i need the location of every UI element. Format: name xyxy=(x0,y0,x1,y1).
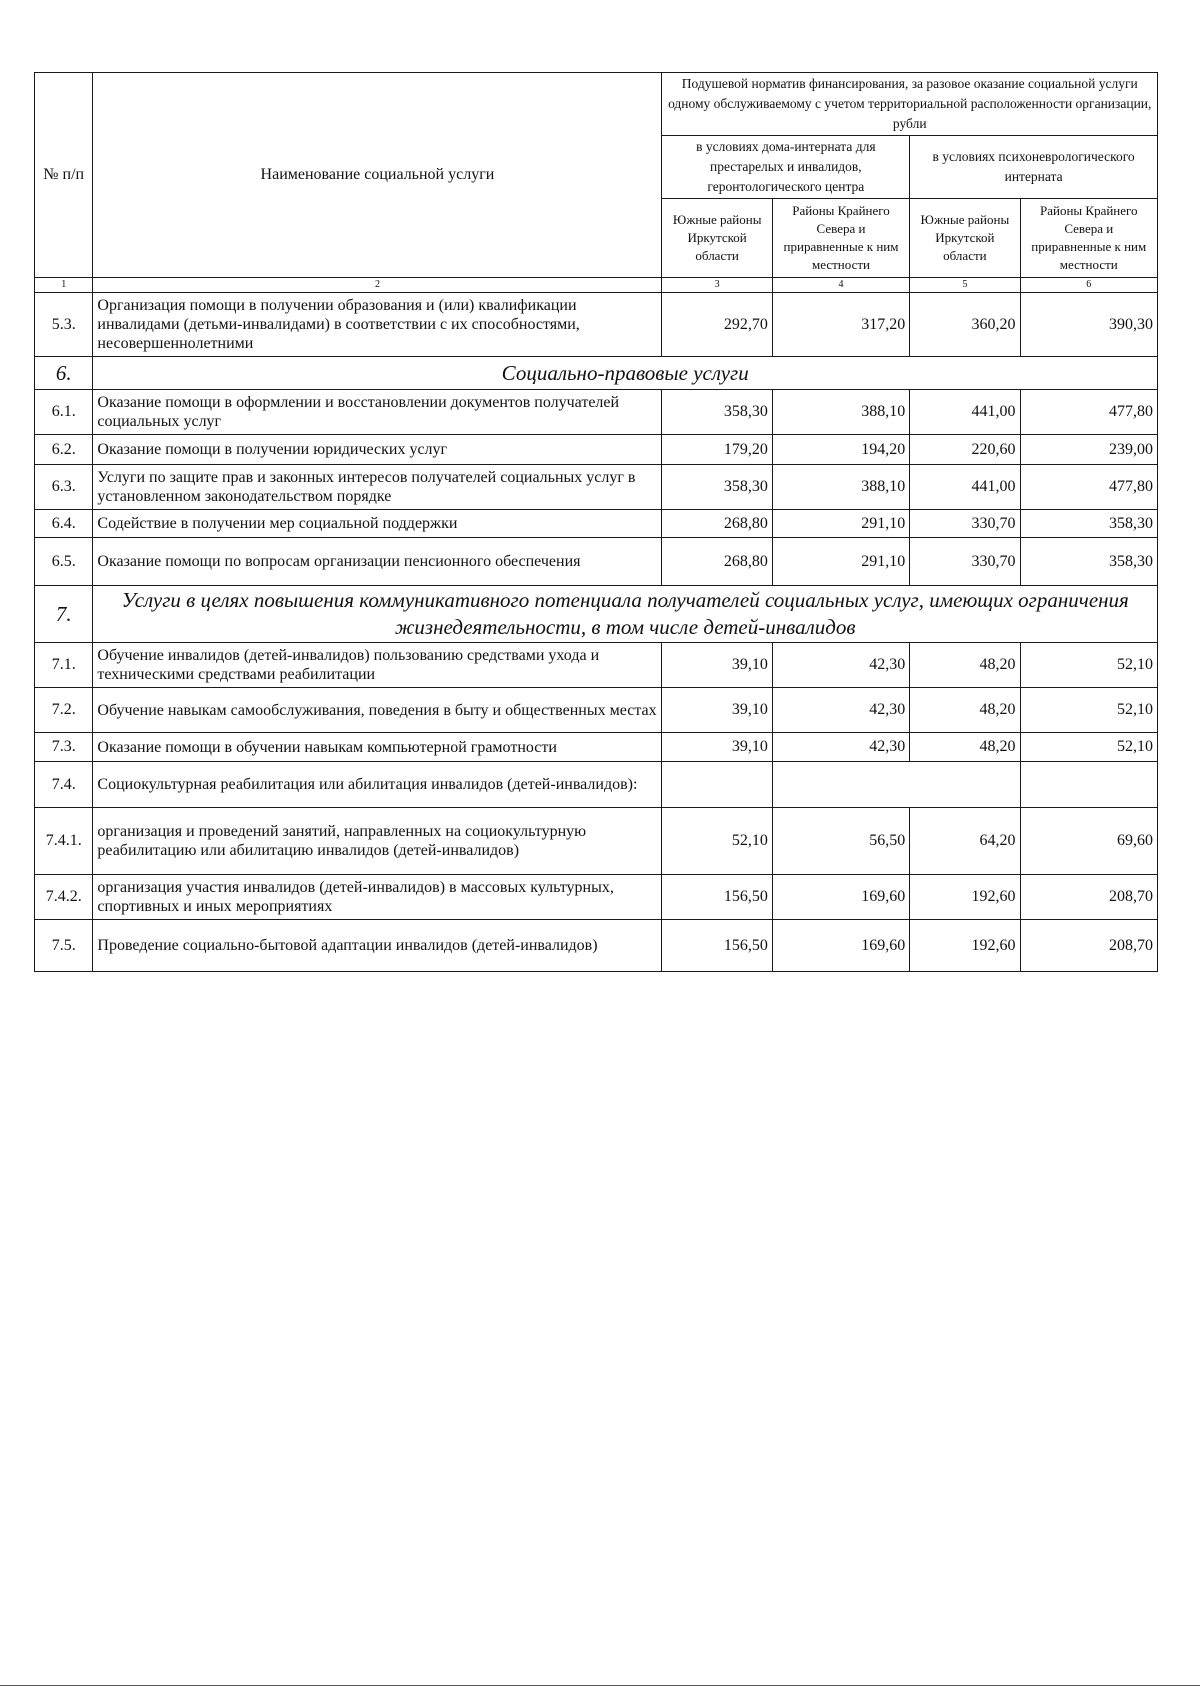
value-cell: 56,50 xyxy=(772,808,909,875)
table-row xyxy=(35,875,1158,920)
column-number: 5 xyxy=(910,278,1020,293)
value-cell: 220,60 xyxy=(910,435,1020,465)
column-numbers-row xyxy=(35,278,1158,293)
value-cell: 208,70 xyxy=(1020,875,1157,920)
row-number: 6.3. xyxy=(35,465,93,510)
value-cell: 317,20 xyxy=(772,293,909,357)
value-cell: 330,70 xyxy=(910,538,1020,586)
value-cell: 239,00 xyxy=(1020,435,1157,465)
empty-cell xyxy=(772,762,1020,808)
table-row xyxy=(35,762,1158,808)
value-cell: 192,60 xyxy=(910,875,1020,920)
service-name: Оказание помощи в оформлении и восстановлении документов получателей социальных услуг xyxy=(93,390,662,435)
rates-table xyxy=(34,72,1158,972)
value-cell: 192,60 xyxy=(910,920,1020,972)
service-name: Содействие в получении мер социальной поддержки xyxy=(93,510,662,538)
value-cell: 268,80 xyxy=(662,510,772,538)
value-cell: 477,80 xyxy=(1020,465,1157,510)
value-cell: 42,30 xyxy=(772,733,909,762)
table-row xyxy=(35,808,1158,875)
service-name: Проведение социально-бытовой адаптации инвалидов (детей-инвалидов) xyxy=(93,920,662,972)
value-cell: 388,10 xyxy=(772,465,909,510)
north-header: Районы Крайнего Севера и приравненные к ним местности xyxy=(1020,199,1157,278)
section-row xyxy=(35,357,1158,390)
row-number: 7.4.2. xyxy=(35,875,93,920)
service-name: Оказание помощи в обучении навыкам компьютерной грамотности xyxy=(93,733,662,762)
row-number: 6.2. xyxy=(35,435,93,465)
value-cell: 52,10 xyxy=(662,808,772,875)
table-row xyxy=(35,293,1158,357)
row-number: 7.5. xyxy=(35,920,93,972)
table-row xyxy=(35,465,1158,510)
value-cell: 169,60 xyxy=(772,875,909,920)
table-row xyxy=(35,510,1158,538)
table-row xyxy=(35,733,1158,762)
value-cell: 39,10 xyxy=(662,688,772,733)
header-row-1 xyxy=(35,73,1158,136)
value-cell: 169,60 xyxy=(772,920,909,972)
value-cell: 358,30 xyxy=(662,465,772,510)
section-number: 6. xyxy=(35,357,93,390)
empty-cell xyxy=(1020,762,1157,808)
service-name: Обучение навыкам самообслуживания, поведения в быту и общественных местах xyxy=(93,688,662,733)
value-cell: 179,20 xyxy=(662,435,772,465)
value-cell: 360,20 xyxy=(910,293,1020,357)
value-cell: 358,30 xyxy=(1020,510,1157,538)
service-name: организация участия инвалидов (детей-инвалидов) в массовых культурных, спортивных и иных мероприятиях xyxy=(93,875,662,920)
value-cell: 330,70 xyxy=(910,510,1020,538)
page-bottom-line xyxy=(0,1685,1200,1686)
service-name: организация и проведений занятий, направленных на социокультурную реабилитацию или абилитацию инвалидов (детей-инвалидов) xyxy=(93,808,662,875)
group1-header: в условиях дома-интерната для престарелых и инвалидов, геронтологического центра xyxy=(662,136,910,199)
value-cell: 52,10 xyxy=(1020,643,1157,688)
south-header: Южные районы Иркутской области xyxy=(910,199,1020,278)
table-row xyxy=(35,688,1158,733)
value-cell: 48,20 xyxy=(910,643,1020,688)
section-title: Услуги в целях повышения коммуникативного потенциала получателей социальных услуг, имеющих ограничения жизнедеятельности, в том числе детей-инвалидов xyxy=(93,586,1158,643)
section-number: 7. xyxy=(35,586,93,643)
row-number: 5.3. xyxy=(35,293,93,357)
value-cell: 48,20 xyxy=(910,688,1020,733)
column-number: 3 xyxy=(662,278,772,293)
empty-cell xyxy=(662,762,772,808)
value-cell: 358,30 xyxy=(662,390,772,435)
value-cell: 388,10 xyxy=(772,390,909,435)
table-row xyxy=(35,920,1158,972)
section-title: Социально-правовые услуги xyxy=(93,357,1158,390)
row-number: 7.4.1. xyxy=(35,808,93,875)
service-name: Социокультурная реабилитация или абилитация инвалидов (детей-инвалидов): xyxy=(93,762,662,808)
value-cell: 358,30 xyxy=(1020,538,1157,586)
value-cell: 39,10 xyxy=(662,643,772,688)
service-name: Организация помощи в получении образования и (или) квалификации инвалидами (детьми-инвалидами) в соответствии с их способностями, несовершеннолетними xyxy=(93,293,662,357)
row-number: 7.1. xyxy=(35,643,93,688)
norm-header: Подушевой норматив финансирования, за разовое оказание социальной услуги одному обслуживаемому с учетом территориальной расположенности организации, рубли xyxy=(662,73,1158,136)
num-header: № п/п xyxy=(35,73,93,278)
service-name: Оказание помощи в получении юридических услуг xyxy=(93,435,662,465)
value-cell: 292,70 xyxy=(662,293,772,357)
service-name: Услуги по защите прав и законных интересов получателей социальных услуг в установленном законодательством порядке xyxy=(93,465,662,510)
row-number: 6.4. xyxy=(35,510,93,538)
column-number: 6 xyxy=(1020,278,1157,293)
group2-header: в условиях психоневрологического интерната xyxy=(910,136,1158,199)
value-cell: 441,00 xyxy=(910,390,1020,435)
table-row xyxy=(35,538,1158,586)
column-number: 2 xyxy=(93,278,662,293)
name-header: Наименование социальной услуги xyxy=(93,73,662,278)
value-cell: 42,30 xyxy=(772,643,909,688)
table-row xyxy=(35,643,1158,688)
row-number: 7.4. xyxy=(35,762,93,808)
value-cell: 268,80 xyxy=(662,538,772,586)
value-cell: 441,00 xyxy=(910,465,1020,510)
table-row xyxy=(35,390,1158,435)
service-name: Обучение инвалидов (детей-инвалидов) пользованию средствами ухода и техническими средствами реабилитации xyxy=(93,643,662,688)
value-cell: 208,70 xyxy=(1020,920,1157,972)
row-number: 7.2. xyxy=(35,688,93,733)
service-name: Оказание помощи по вопросам организации пенсионного обеспечения xyxy=(93,538,662,586)
value-cell: 42,30 xyxy=(772,688,909,733)
row-number: 7.3. xyxy=(35,733,93,762)
north-header: Районы Крайнего Севера и приравненные к ним местности xyxy=(772,199,909,278)
value-cell: 477,80 xyxy=(1020,390,1157,435)
row-number: 6.5. xyxy=(35,538,93,586)
value-cell: 69,60 xyxy=(1020,808,1157,875)
south-header: Южные районы Иркутской области xyxy=(662,199,772,278)
value-cell: 194,20 xyxy=(772,435,909,465)
value-cell: 390,30 xyxy=(1020,293,1157,357)
table-row xyxy=(35,435,1158,465)
value-cell: 156,50 xyxy=(662,920,772,972)
value-cell: 52,10 xyxy=(1020,688,1157,733)
row-number: 6.1. xyxy=(35,390,93,435)
column-number: 1 xyxy=(35,278,93,293)
value-cell: 48,20 xyxy=(910,733,1020,762)
value-cell: 291,10 xyxy=(772,538,909,586)
value-cell: 64,20 xyxy=(910,808,1020,875)
value-cell: 156,50 xyxy=(662,875,772,920)
value-cell: 52,10 xyxy=(1020,733,1157,762)
column-number: 4 xyxy=(772,278,909,293)
value-cell: 291,10 xyxy=(772,510,909,538)
section-row xyxy=(35,586,1158,643)
value-cell: 39,10 xyxy=(662,733,772,762)
